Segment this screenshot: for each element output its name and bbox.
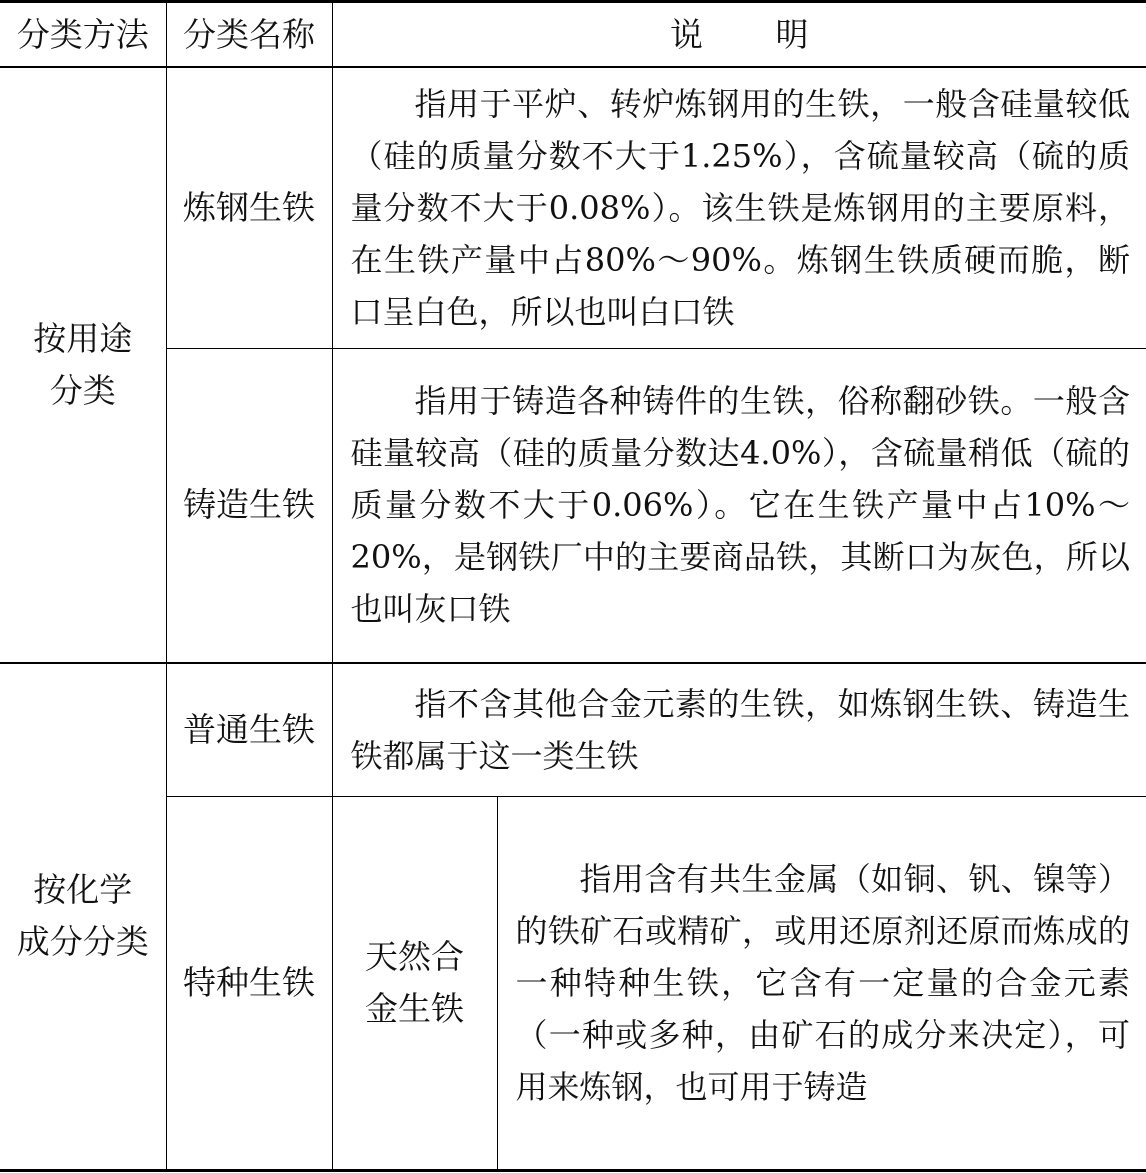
method-label-line: 按用途	[33, 319, 133, 358]
header-name: 分类名称	[166, 2, 332, 68]
description-cell	[332, 67, 1146, 348]
subname-cell-natural-alloy-iron	[332, 796, 497, 1170]
method-cell-by-composition	[0, 663, 166, 1170]
description-text: 指不含其他合金元素的生铁，如炼钢生铁、铸造生铁都属于这一类生铁	[350, 684, 1131, 775]
table-row	[0, 348, 1146, 663]
header-description-text: 说明	[669, 14, 882, 54]
subname-label-line: 金生铁	[365, 988, 464, 1028]
name-cell-foundry-iron: 铸造生铁	[166, 348, 332, 663]
name-cell-ordinary-iron: 普通生铁	[166, 663, 332, 796]
description-text: 指用含有共生金属（如铜、钒、镍等）的铁矿石或精矿，或用还原剂还原而炼成的一种特种生铁，它含有一定量的合金元素（一种或多种，由矿石的成分来决定），可用来炼钢，也可用于铸造	[515, 859, 1131, 1106]
name-cell-steelmaking-iron: 炼钢生铁	[166, 67, 332, 348]
table-row	[0, 796, 1146, 1170]
table-header-row	[0, 2, 1146, 68]
description-cell	[332, 348, 1146, 663]
header-description	[332, 2, 1146, 68]
name-cell-special-iron: 特种生铁	[166, 796, 332, 1170]
method-label-line: 分类	[49, 371, 116, 410]
description-text: 指用于铸造各种铸件的生铁，俗称翻砂铁。一般含硅量较高（硅的质量分数达4.0%），含硫量稍低（硫的质量分数不大于0.06%）。它在生铁产量中占10%～20%，是钢铁厂中的主要商品铁，其断口为灰色，所以也叫灰口铁	[350, 382, 1131, 629]
method-cell-by-use	[0, 67, 166, 663]
description-cell	[332, 663, 1146, 796]
method-label-line: 按化学	[33, 870, 133, 910]
description-cell	[497, 796, 1146, 1170]
description-text: 指用于平炉、转炉炼钢用的生铁，一般含硅量较低（硅的质量分数不大于1.25%），含硫量较高（硫的质量分数不大于0.08%）。该生铁是炼钢用的主要原料，在生铁产量中占80%～90%。炼钢生铁质硬而脆，断口呈白色，所以也叫白口铁	[350, 84, 1131, 331]
method-label-line: 成分分类	[16, 922, 149, 962]
table-row	[0, 67, 1146, 348]
table-row	[0, 663, 1146, 796]
header-method: 分类方法	[0, 2, 166, 68]
subname-label-line: 天然合	[365, 936, 464, 976]
